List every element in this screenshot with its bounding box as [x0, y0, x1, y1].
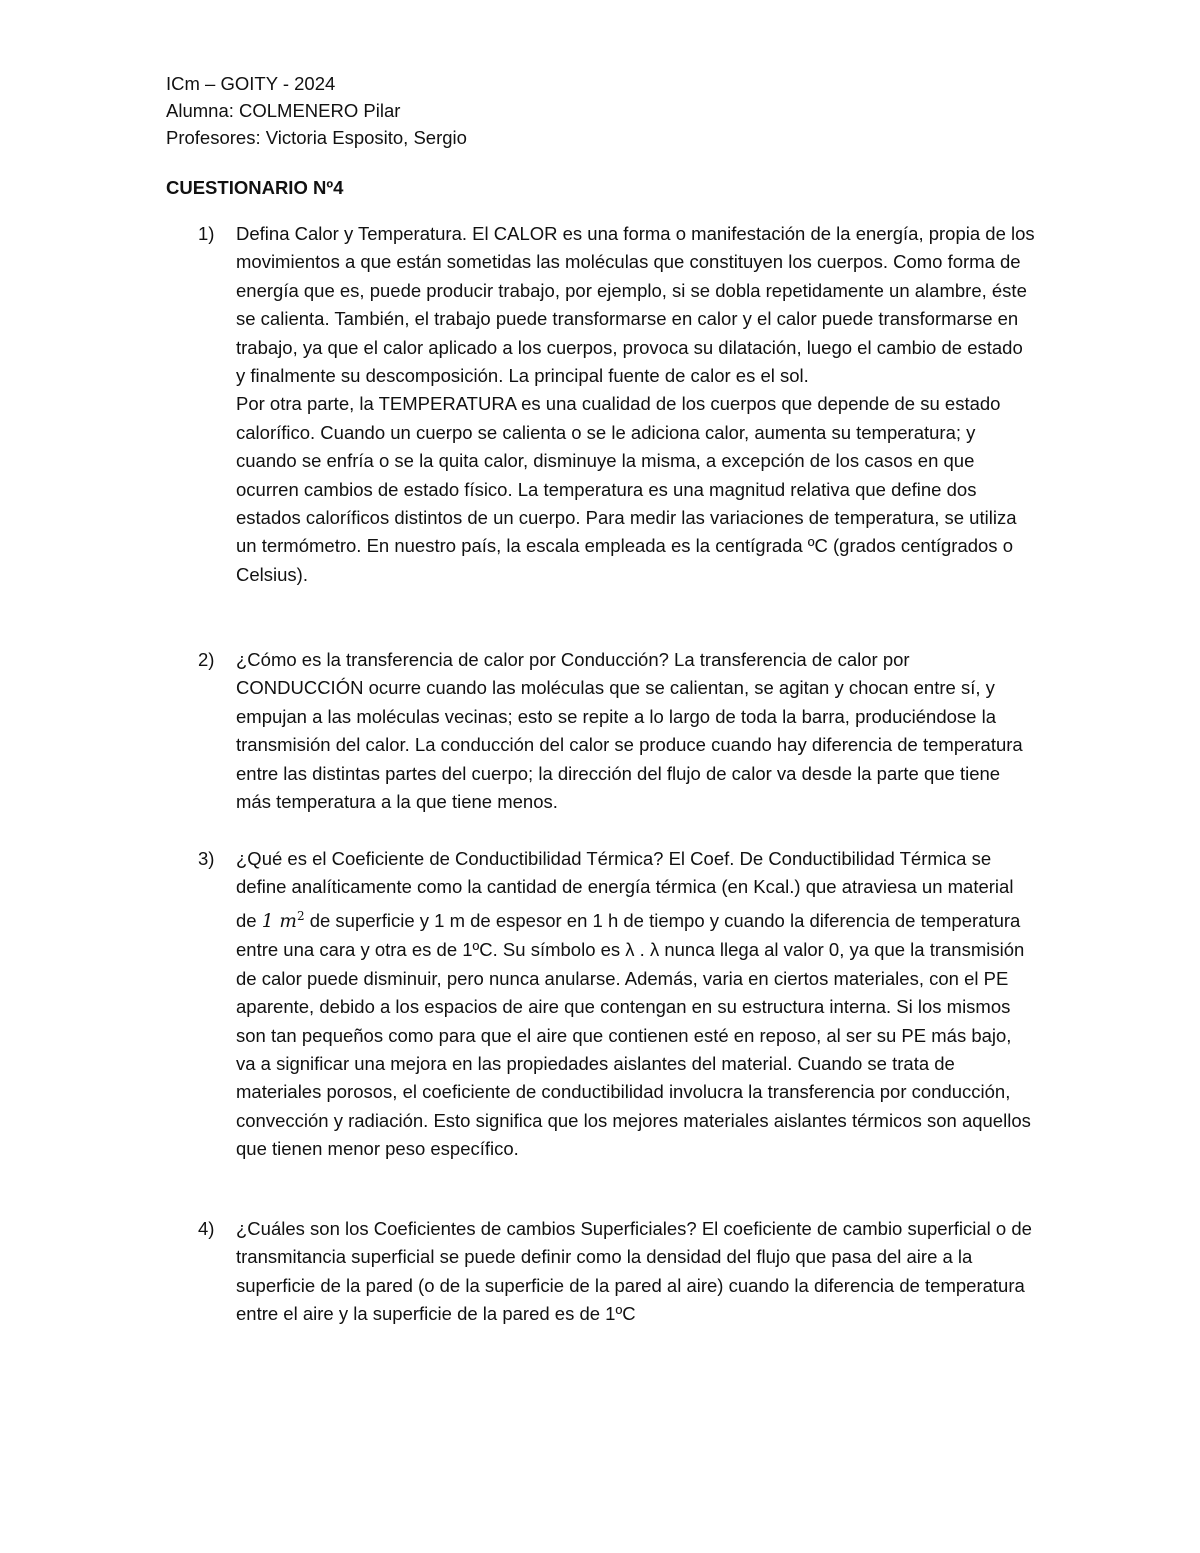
question-number: 2): [198, 649, 215, 670]
question-3: [166, 845, 1046, 1164]
question-number: 3): [198, 848, 215, 869]
questionnaire-title: CUESTIONARIO Nº4: [166, 177, 344, 198]
question-body: [236, 220, 1036, 589]
unit-area-formula: [261, 908, 305, 932]
paragraph: ¿Cómo es la transferencia de calor por Conducción? La transferencia de calor por CONDUCCIÓN ocurre cuando las moléculas que se calientan, se agitan y chocan entre sí, y empujan a las moléculas vecinas; esto se repite a lo largo de toda la barra, produciéndose la transmisión del calor. La conducción del calor se produce cuando hay diferencia de temperatura entre las distintas partes del cuerpo; la dirección del flujo de calor va desde la parte que tiene más temperatura a la que tiene menos.: [236, 649, 1023, 813]
paragraph-end: de superficie y 1 m de espesor en 1 h de tiempo y cuando la diferencia de temperatura entre una cara y otra es de 1ºC. Su símbolo es λ . λ nunca llega al valor 0, ya que la transmisión de calor puede disminuir, pero nunca anularse. Además, varia en ciertos materiales, con el PE aparente, debido a los espacios de aire que contengan en su estructura interna. Si los mismos son tan pequeños como para que el aire que contienen esté en reposo, al ser su PE más bajo, va a significar una mejora en las propiedades aislantes del material. Cuando se trata de materiales porosos, el coeficiente de conductibilidad involucra la transferencia por conducción, convección y radiación. Esto significa que los mejores materiales aislantes térmicos son aquellos que tienen menor peso específico.: [236, 909, 1031, 1160]
paragraph: Defina Calor y Temperatura. El CALOR es una forma o manifestación de la energía, propia de los movimientos a que están sometidas las moléculas que constituyen los cuerpos. Como forma de energía que es, puede producir trabajo, por ejemplo, si se dobla repetidamente un alambre, éste se calienta. También, el trabajo puede transformarse en calor y el calor puede transformarse en trabajo, ya que el calor aplicado a los cuerpos, provoca su dilatación, luego el cambio de estado y finalmente su descomposición. La principal fuente de calor es el sol.: [236, 223, 1035, 387]
question-2: [166, 646, 1046, 816]
unit-symbol: m: [279, 910, 297, 932]
paragraph-start: ¿Qué es el Coeficiente de Conductibilidad Térmica? El Coef. De Conductibilidad Térmica se define analíticamente como la cantidad de energía térmica (en Kcal.) que atraviesa un material de: [236, 848, 1014, 931]
question-body: [236, 646, 1036, 816]
paragraph: Por otra parte, la TEMPERATURA es una cualidad de los cuerpos que depende de su estado calorífico. Cuando un cuerpo se calienta o se le adiciona calor, aumenta su temperatura; y cuando se enfría o se la quita calor, disminuye la misma, a excepción de los casos en que ocurren cambios de estado físico. La temperatura es una magnitud relativa que define dos estados caloríficos distintos de un cuerpo. Para medir las variaciones de temperatura, se utiliza un termómetro. En nuestro país, la escala empleada es la centígrada ºC (grados centígrados o Celsius).: [236, 393, 1017, 585]
question-1: [166, 220, 1046, 589]
question-number: 4): [198, 1218, 215, 1239]
question-4: [166, 1215, 1046, 1329]
question-number: 1): [198, 223, 215, 244]
paragraph: ¿Cuáles son los Coeficientes de cambios Superficiales? El coeficiente de cambio superficial o de transmitancia superficial se puede definir como la densidad del flujo que pasa del aire a la superficie de la pared (o de la superficie de la pared al aire) cuando la diferencia de temperatura entre el aire y la superficie de la pared es de 1ºC: [236, 1218, 1032, 1325]
document-header: [166, 70, 467, 151]
question-body: [236, 1215, 1036, 1329]
unit-value: 1: [261, 910, 274, 932]
question-body: [236, 845, 1036, 1164]
course-line: ICm – GOITY - 2024: [166, 73, 336, 94]
unit-exponent: 2: [296, 908, 305, 923]
student-line: Alumna: COLMENERO Pilar: [166, 100, 401, 121]
teachers-line: Profesores: Victoria Esposito, Sergio: [166, 127, 467, 148]
